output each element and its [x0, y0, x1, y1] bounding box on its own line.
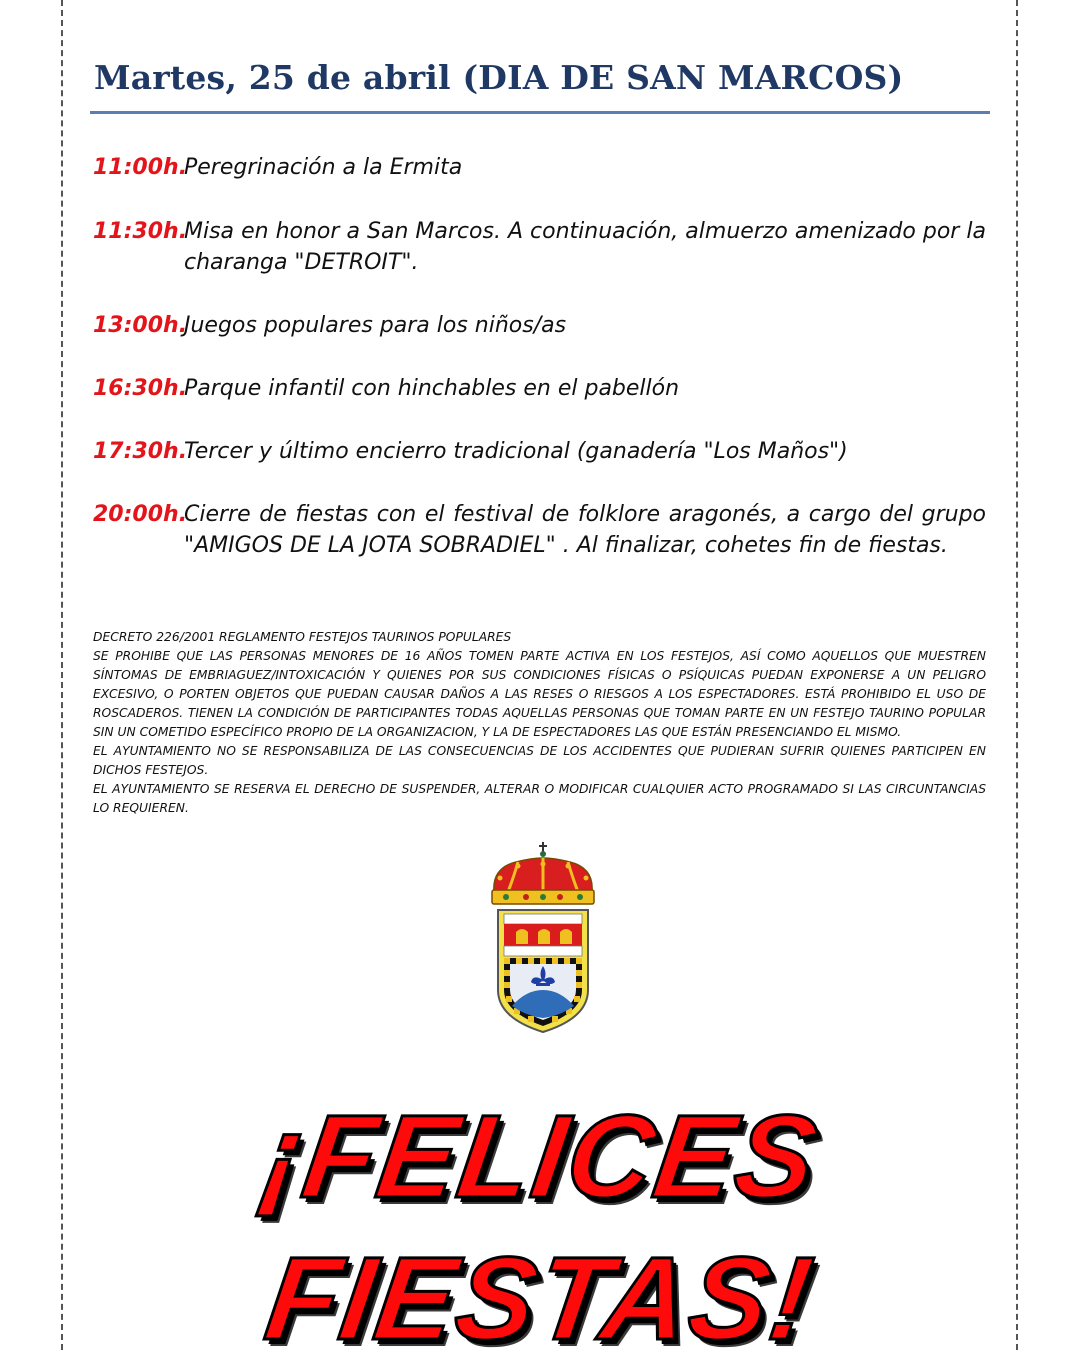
event-item [93, 499, 986, 561]
event-description: Tercer y último encierro tradicional (ganadería "Los Maños") [184, 439, 848, 464]
greeting-line-1: ¡FELICES [253, 1091, 827, 1223]
event-time: 13:00h. [93, 313, 188, 338]
legal-paragraph: SE PROHIBE QUE LAS PERSONAS MENORES DE 16 AÑOS TOMEN PARTE ACTIVA EN LOS FESTEJOS, ASÍ COMO AQUELLOS QUE MUESTREN SÍNTOMAS DE EMBRIAGUEZ/INTOXICACIÓN Y QUIENES POR SUS CONDICIONES FÍSICAS O PSÍQUICAS PUEDAN EXPONERSE A UN PELIGRO EXCESIVO, O PORTEN OBJETOS QUE PUEDAN CAUSAR DAÑOS A LAS RESES O RIESGOS A LOS ESPECTADORES. ESTÁ PROHIBIDO EL USO DE ROSCADEROS. TIENEN LA CONDICIÓN DE PARTICIPANTES TODAS AQUELLAS PERSONAS QUE TOMAN PARTE EN UN FESTEJO TAURINO POPULAR SIN UN COMETIDO ESPECÍFICO PROPIO DE LA ORGANIZACION, Y LA DE ESPECTADORES LAS QUE ESTÁN PRESENCIANDO EL MISMO. [93, 649, 986, 739]
event-item [93, 373, 986, 404]
municipal-coat-of-arms [486, 840, 600, 1034]
event-time: 16:30h. [93, 376, 188, 401]
event-item [93, 216, 986, 278]
event-time: 11:30h. [93, 219, 188, 244]
event-item [93, 310, 986, 341]
page-title: Martes, 25 de abril (DIA DE SAN MARCOS) [94, 58, 904, 97]
event-description: Peregrinación a la Ermita [184, 155, 463, 180]
crown-icon [492, 842, 594, 904]
event-description: Juegos populares para los niños/as [184, 313, 567, 338]
event-description: Parque infantil con hinchables en el pabellón [184, 376, 680, 401]
legal-notice [93, 628, 986, 818]
legal-paragraph: EL AYUNTAMIENTO SE RESERVA EL DERECHO DE SUSPENDER, ALTERAR O MODIFICAR CUALQUIER ACTO PROGRAMADO SI LAS CIRCUNTANCIAS LO REQUIEREN. [93, 782, 986, 815]
legal-heading: DECRETO 226/2001 REGLAMENTO FESTEJOS TAURINOS POPULARES [93, 630, 512, 644]
event-time: 17:30h. [93, 439, 188, 464]
event-time: 20:00h. [93, 502, 188, 527]
event-item [93, 152, 986, 183]
greeting-line-2: FIESTAS! [258, 1233, 822, 1365]
event-description: Misa en honor a San Marcos. A continuación, almuerzo amenizado por la charanga "DETROIT". [184, 219, 986, 275]
event-time: 11:00h. [93, 155, 188, 180]
legal-paragraph: EL AYUNTAMIENTO NO SE RESPONSABILIZA DE LAS CONSECUENCIAS DE LOS ACCIDENTES QUE PUDIERAN SUFRIR QUIENES PARTICIPEN EN DICHOS FESTEJOS. [93, 744, 986, 777]
title-underline [90, 111, 990, 114]
event-item [93, 436, 986, 467]
event-description: Cierre de fiestas con el festival de folklore aragonés, a cargo del grupo "AMIGOS DE LA JOTA SOBRADIEL" . Al finalizar, cohetes fin de fiestas. [184, 502, 986, 558]
